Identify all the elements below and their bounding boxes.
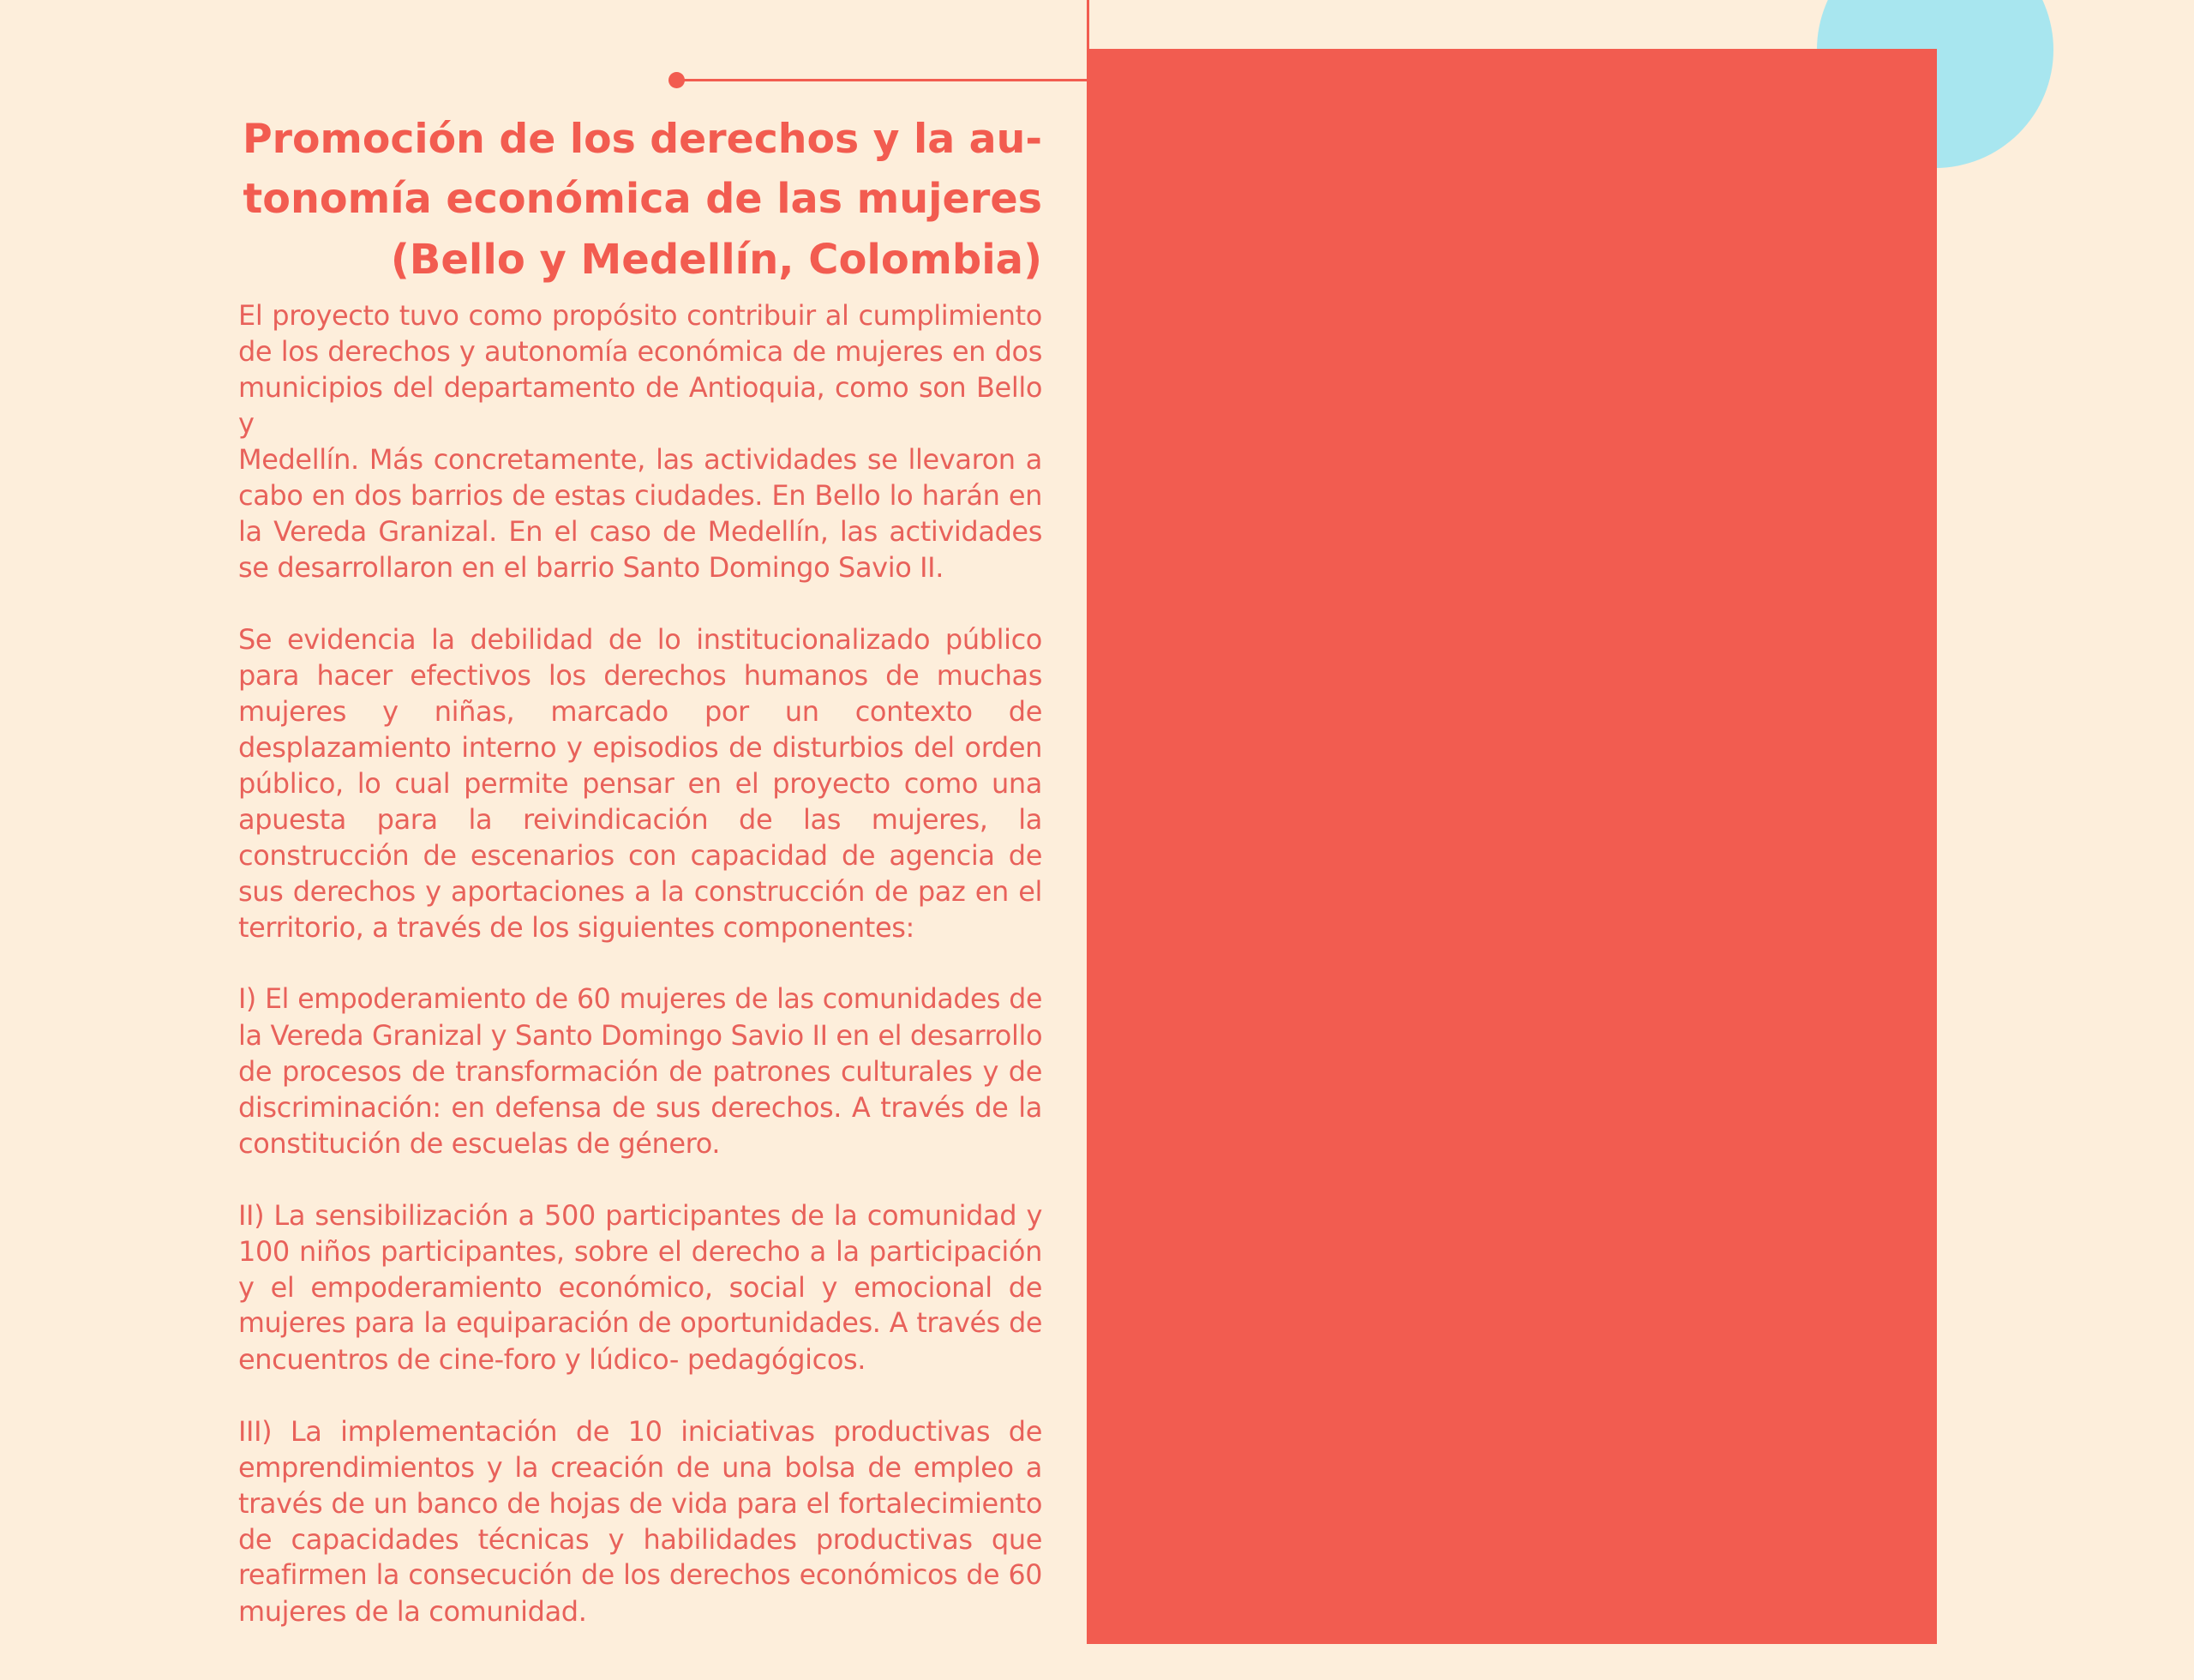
paragraph-component-1 bbox=[238, 981, 1042, 1161]
text-line: sus derechos y aportaciones a la construcción de paz en el bbox=[238, 875, 1042, 908]
text-line: Medellín. Más concretamente, las actividades se llevaron a bbox=[238, 443, 1042, 476]
text-line: emprendimientos y la creación de una bolsa de empleo a bbox=[238, 1451, 1042, 1484]
text-line: de procesos de transformación de patrones culturales y de bbox=[238, 1055, 1042, 1088]
body-text bbox=[238, 297, 1042, 1665]
text-line: la Vereda Granizal. En el caso de Medellín, las actividades bbox=[238, 515, 1042, 548]
text-line: la Vereda Granizal y Santo Domingo Savio II en el desarrollo bbox=[238, 1019, 1043, 1052]
connector-dot bbox=[668, 72, 685, 88]
text-line: Se evidencia la debilidad de lo institucionalizado público bbox=[238, 623, 1042, 656]
title-line: (Bello y Medellín, Colombia) bbox=[390, 236, 1042, 284]
page-title bbox=[238, 110, 1042, 290]
text-line: municipios del departamento de Antioquia, como son Bello bbox=[238, 371, 1042, 404]
text-line: mujeres y niñas, marcado por un contexto de bbox=[238, 695, 1042, 728]
text-line: mujeres para la equiparación de oportunidades. A través de bbox=[238, 1308, 1042, 1339]
text-line: se desarrollaron en el barrio Santo Domingo Savio II. bbox=[238, 551, 944, 584]
text-line: través de un banco de hojas de vida para el fortalecimiento bbox=[238, 1487, 1042, 1520]
text-line: y el empoderamiento económico, social y emocional de bbox=[238, 1271, 1042, 1304]
text-line: reafirmen la consecución de los derechos económicos de 60 bbox=[238, 1560, 1042, 1591]
text-line: El proyecto tuvo como propósito contribuir al cumplimiento bbox=[238, 299, 1042, 332]
text-line: discriminación: en defensa de sus derechos. A través de la bbox=[238, 1091, 1042, 1124]
text-line: I) El empoderamiento de 60 mujeres de las comunidades de bbox=[238, 984, 1042, 1015]
text-line: público, lo cual permite pensar en el proyecto como una bbox=[238, 767, 1042, 800]
paragraph-intro bbox=[238, 297, 1042, 585]
paragraph-context bbox=[238, 621, 1042, 945]
title-line: Promoción de los derechos y la au- bbox=[242, 116, 1042, 163]
text-line: encuentros de cine-foro y lúdico- pedagógicos. bbox=[238, 1343, 866, 1376]
connector-horizontal-line bbox=[677, 79, 1088, 81]
text-line: y bbox=[238, 407, 255, 440]
title-line: tonomía económica de las mujeres bbox=[243, 176, 1042, 223]
text-line: II) La sensibilización a 500 participantes de la comunidad y bbox=[238, 1199, 1042, 1232]
text-line: de los derechos y autonomía económica de mujeres en dos bbox=[238, 335, 1042, 368]
text-line: de capacidades técnicas y habilidades productivas que bbox=[238, 1523, 1042, 1556]
text-line: para hacer efectivos los derechos humanos de muchas bbox=[238, 659, 1042, 692]
paragraph-component-3 bbox=[238, 1413, 1042, 1629]
text-line: cabo en dos barrios de estas ciudades. En Bello lo harán en bbox=[238, 479, 1042, 512]
text-line: 100 niños participantes, sobre el derecho a la participación bbox=[238, 1235, 1042, 1268]
text-line: mujeres de la comunidad. bbox=[238, 1595, 587, 1628]
text-line: territorio, a través de los siguientes componentes: bbox=[238, 911, 914, 944]
text-line: apuesta para la reivindicación de las mujeres, la bbox=[238, 803, 1042, 836]
text-line: constitución de escuelas de género. bbox=[238, 1127, 721, 1160]
paragraph-component-2 bbox=[238, 1197, 1042, 1377]
connector-vertical-line bbox=[1087, 0, 1089, 51]
text-line: desplazamiento interno y episodios de disturbios del orden bbox=[238, 731, 1042, 764]
image-panel bbox=[1087, 49, 1937, 1644]
text-line: III) La implementación de 10 iniciativas productivas de bbox=[238, 1415, 1042, 1448]
text-line: construcción de escenarios con capacidad de agencia de bbox=[238, 839, 1042, 872]
